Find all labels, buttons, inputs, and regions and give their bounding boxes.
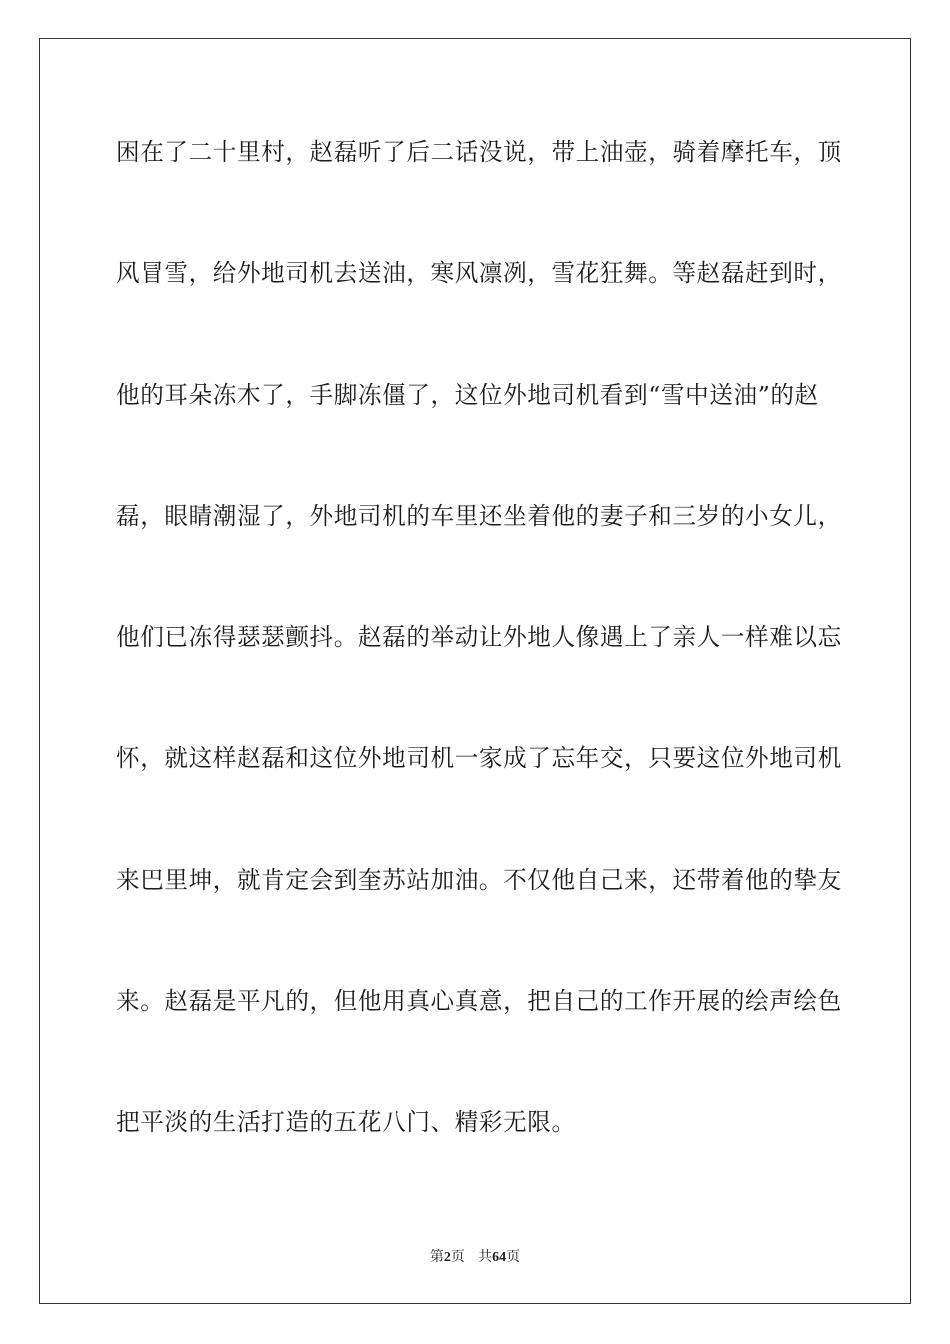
text-line-9: 把平淡的生活打造的五花八门、精彩无限。 [116,1108,576,1137]
total-prefix: 共 [478,1249,493,1265]
text-line-5: 他们已冻得瑟瑟颤抖。赵磊的举动让外地人像遇上了亲人一样难以忘 [116,623,842,652]
page-prefix: 第 [429,1249,444,1265]
page-footer [0,1246,950,1266]
page-suffix: 页 [450,1249,465,1265]
document-body [116,124,842,1216]
text-line-4: 磊，眼睛潮湿了，外地司机的车里还坐着他的妻子和三岁的小女儿， [116,501,842,530]
text-line-1: 困在了二十里村，赵磊听了后二话没说，带上油壶，骑着摩托车，顶 [116,138,842,166]
text-line-8: 来。赵磊是平凡的，但他用真心真意，把自己的工作开展的绘声绘色 [116,987,842,1016]
total-suffix: 页 [506,1249,521,1265]
text-line-3: 他的耳朵冻木了，手脚冻僵了，这位外地司机看到“雪中送油”的赵 [116,380,819,409]
text-line-6: 怀，就这样赵磊和这位外地司机一家成了忘年交，只要这位外地司机 [116,744,842,773]
total-pages: 64 [492,1250,507,1265]
text-line-7: 来巴里坤，就肯定会到奎苏站加油。不仅他自己来，还带着他的挚友 [116,865,842,894]
text-line-2: 风冒雪，给外地司机去送油，寒风凛冽，雪花狂舞。等赵磊赶到时， [116,259,842,288]
page-number: 2 [443,1250,451,1265]
